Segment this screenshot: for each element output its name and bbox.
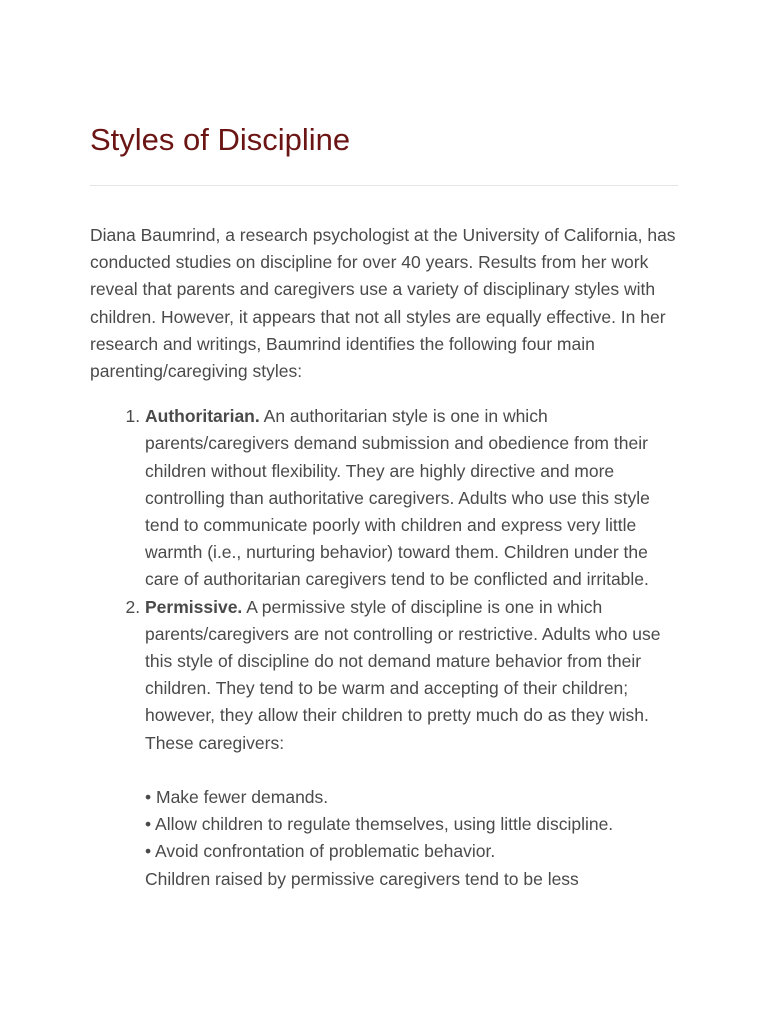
- bullet-item: • Make fewer demands.: [145, 787, 329, 808]
- list-item-permissive: [145, 594, 680, 893]
- list-item-authoritarian: [145, 403, 680, 593]
- bullet-item: • Allow children to regulate themselves, using little discipline.: [145, 814, 614, 835]
- document-body: [90, 222, 680, 893]
- paragraph-spacer: [145, 757, 680, 784]
- style-term: Authoritarian.: [145, 406, 260, 427]
- intro-paragraph: Diana Baumrind, a research psychologist at the University of California, has conducted studies on discipline for over 40 years. Results from her work reveal that parents and caregivers use a variety of disciplinary styles with children. However, it appears that not all styles are equally effective. In her research and writings, Baumrind identifies the following four main parenting/caregiving styles:: [90, 225, 676, 382]
- title-divider: [90, 185, 678, 186]
- style-description: A permissive style of discipline is one in which parents/caregivers are not controlling or restrictive. Adults who use this style of discipline do not demand mature behavior from their children. They tend to be warm and accepting of their children; however, they allow their children to pretty much do as they wish. These caregivers:: [145, 596, 661, 753]
- page-title: Styles of Discipline: [90, 122, 351, 157]
- style-term: Permissive.: [145, 596, 243, 617]
- bullet-item: • Avoid confrontation of problematic behavior.: [145, 841, 496, 862]
- trailing-text: Children raised by permissive caregivers tend to be less: [145, 868, 579, 889]
- style-description: An authoritarian style is one in which parents/caregivers demand submission and obedience from their children without flexibility. They are highly directive and more controlling than authoritative caregivers. Adults who use this style tend to communicate poorly with children and express very little warmth (i.e., nurturing behavior) toward them. Children under the care of authoritarian caregivers tend to be conflicted and irritable.: [145, 406, 650, 590]
- parenting-styles-list: [90, 403, 680, 893]
